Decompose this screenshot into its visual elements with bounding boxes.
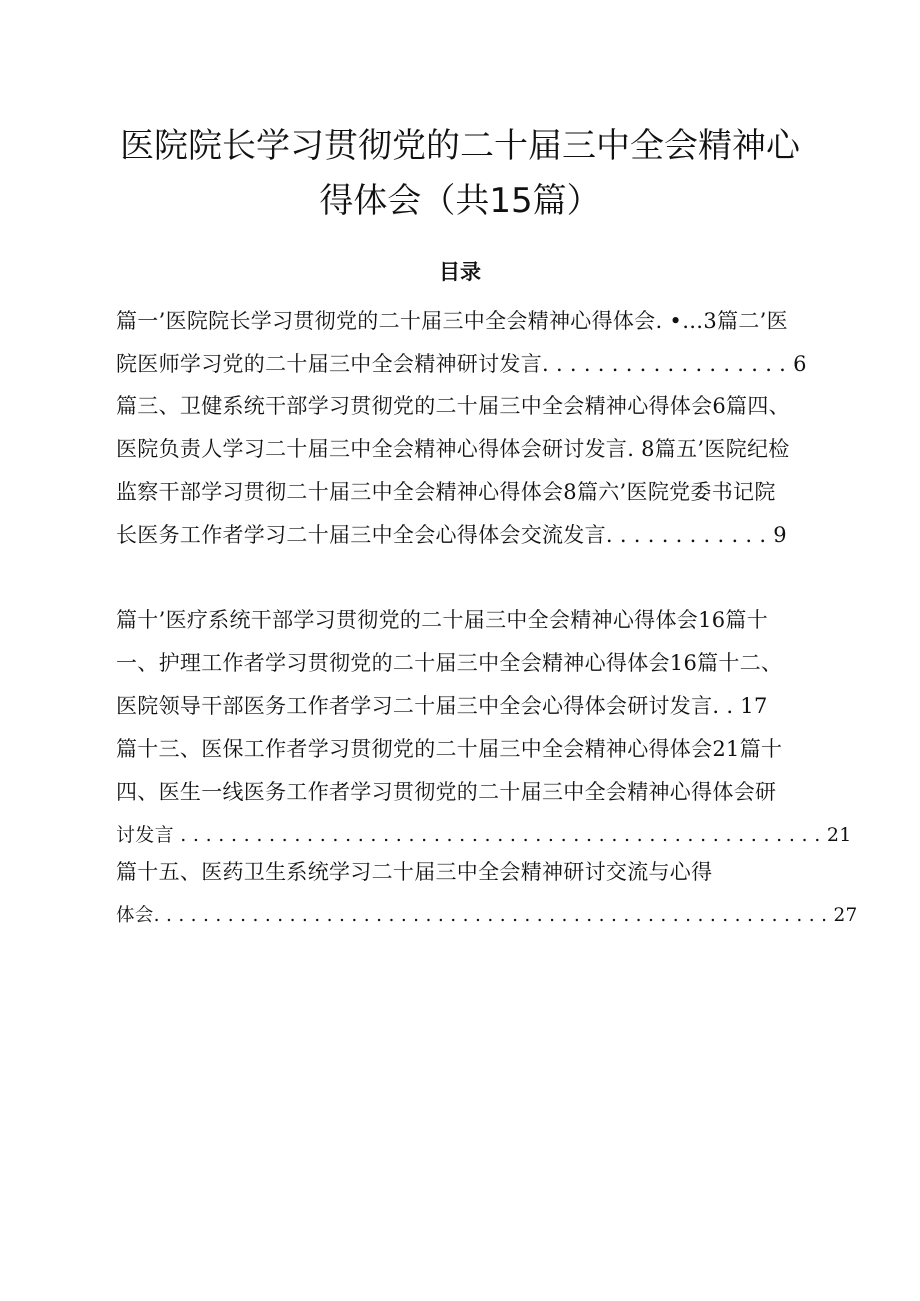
toc-line: 讨发言 . . . . . . . . . . . . . . . . . . . . . . . . . . . . . . . . . . . . . . . . . . . . . . . . . . . 21 xyxy=(116,824,852,846)
toc-line: 一、护理工作者学习贯彻党的二十届三中全会精神心得体会16篇十二、 xyxy=(116,651,783,675)
toc-line: 篇十’医疗系统干部学习贯彻党的二十届三中全会精神心得体会16篇十 xyxy=(116,608,768,632)
toc-line: 篇三、卫健系统干部学习贯彻党的二十届三中全会精神心得体会6篇四、 xyxy=(116,394,790,418)
toc-line: 医院负责人学习二十届三中全会精神心得体会研讨发言. 8篇五’医院纪检 xyxy=(116,437,790,461)
toc-line: 监察干部学习贯彻二十届三中全会精神心得体会8篇六’医院党委书记院 xyxy=(116,480,776,504)
toc-line: 院医师学习党的二十届三中全会精神研讨发言. . . . . . . . . . . . . . . . . . 6 xyxy=(116,352,807,376)
toc-heading: 目录 xyxy=(439,259,481,284)
document-title-line-1: 医院院长学习贯彻党的二十届三中全会精神心 xyxy=(120,126,800,166)
toc-line: 体会. . . . . . . . . . . . . . . . . . . . . . . . . . . . . . . . . . . . . . . . . . . . . . . . . . . . . . . 27 xyxy=(116,905,858,926)
toc-line: 篇一’医院院长学习贯彻党的二十届三中全会精神心得体会. •…3篇二’医 xyxy=(116,309,788,333)
toc-line: 篇十五、医药卫生系统学习二十届三中全会精神研讨交流与心得 xyxy=(116,860,713,884)
toc-line: 医院领导干部医务工作者学习二十届三中全会心得体会研讨发言. . 17 xyxy=(116,694,768,718)
document-title-line-2: 得体会（共15篇） xyxy=(319,181,601,221)
toc-line: 长医务工作者学习二十届三中全会心得体会交流发言. . . . . . . . . . . . 9 xyxy=(116,523,787,547)
toc-line: 篇十三、医保工作者学习贯彻党的二十届三中全会精神心得体会21篇十 xyxy=(116,737,783,761)
toc-line: 四、医生一线医务工作者学习贯彻党的二十届三中全会精神心得体会研 xyxy=(116,780,777,804)
